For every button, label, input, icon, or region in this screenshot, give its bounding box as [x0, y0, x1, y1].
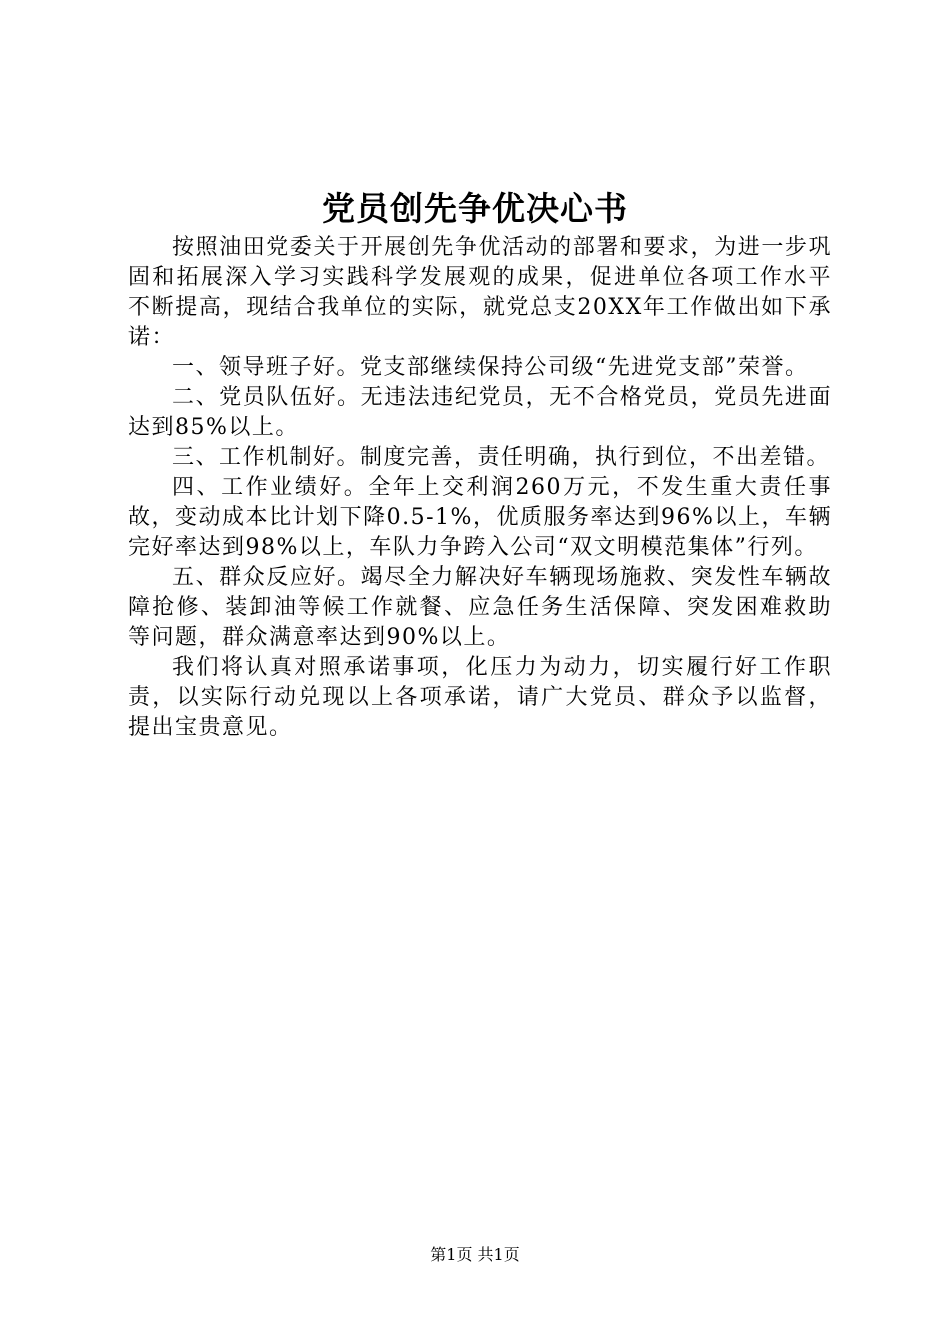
paragraph-closing: 我们将认真对照承诺事项，化压力为动力，切实履行好工作职责，以实际行动兑现以上各项承诺，请广大党员、群众予以监督，提出宝贵意见。 — [128, 655, 832, 740]
document-body — [128, 233, 832, 743]
page-footer: 第1页 共1页 — [430, 1245, 520, 1264]
paragraph-intro: 按照油田党委关于开展创先争优活动的部署和要求，为进一步巩固和拓展深入学习实践科学发展观的成果，促进单位各项工作水平不断提高，现结合我单位的实际，就党总支20XX年工作做出如下承诺： — [128, 235, 832, 350]
document-title: 党员创先争优决心书 — [322, 189, 628, 228]
paragraph-item-5: 五、群众反应好。竭尽全力解决好车辆现场施救、突发性车辆故障抢修、装卸油等候工作就餐、应急任务生活保障、突发困难救助等问题，群众满意率达到90%以上。 — [128, 565, 832, 650]
paragraph-item-3: 三、工作机制好。制度完善，责任明确，执行到位，不出差错。 — [172, 445, 831, 470]
paragraph-item-4: 四、工作业绩好。全年上交利润260万元，不发生重大责任事故，变动成本比计划下降0.5-1%，优质服务率达到96%以上，车辆完好率达到98%以上，车队力争跨入公司“双文明模范集体”行列。 — [128, 475, 832, 560]
paragraph-item-1: 一、领导班子好。党支部继续保持公司级“先进党支部”荣誉。 — [172, 355, 809, 380]
paragraph-item-2: 二、党员队伍好。无违法违纪党员，无不合格党员，党员先进面达到85%以上。 — [128, 385, 832, 440]
